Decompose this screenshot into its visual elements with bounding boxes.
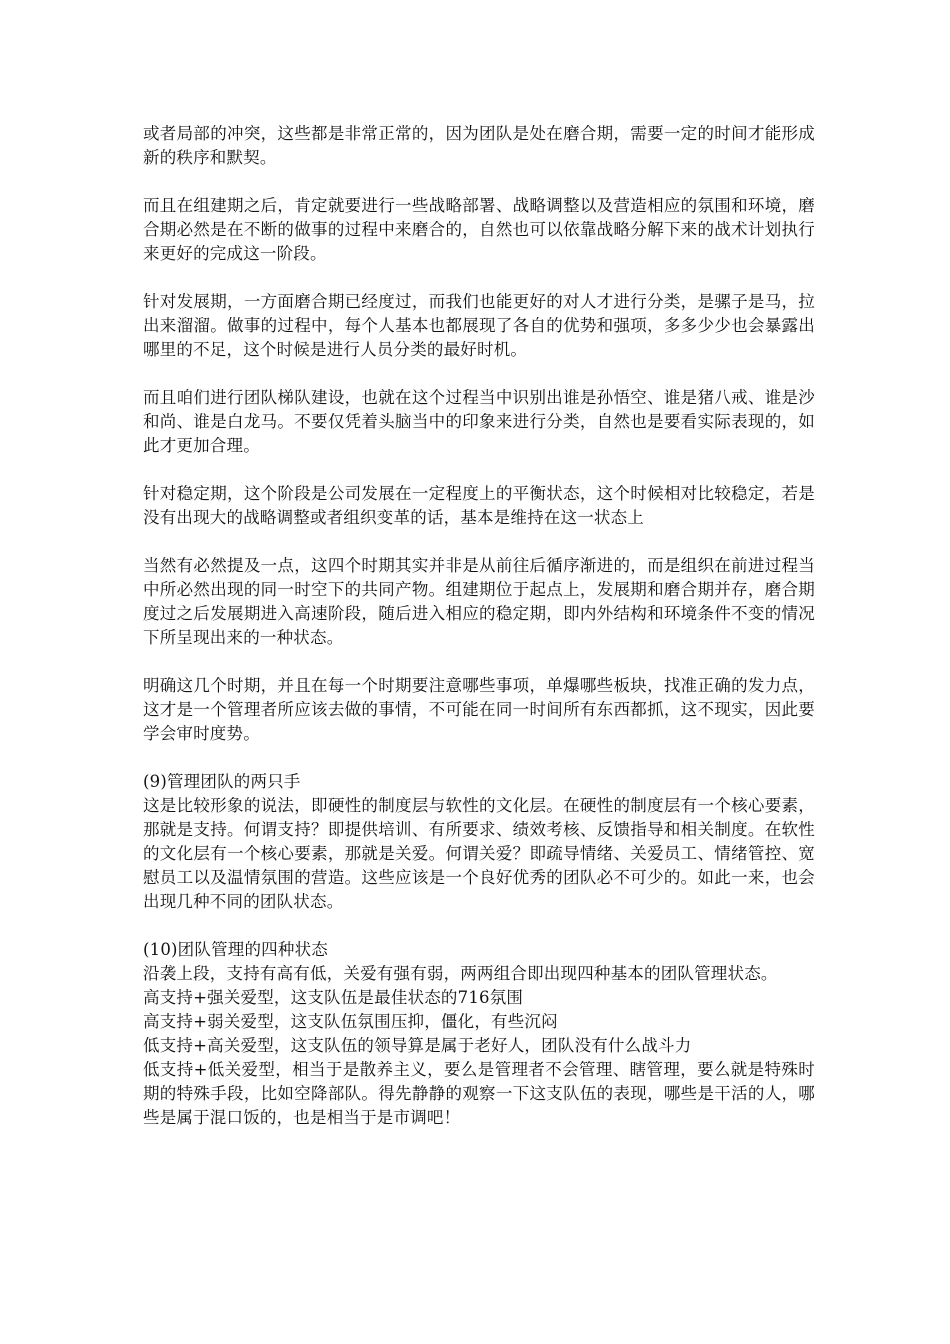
list-item: 高支持+强关爱型，这支队伍是最佳状态的716氛围: [143, 988, 524, 1007]
paragraph-stable: 针对稳定期，这个阶段是公司发展在一定程度上的平衡状态，这个时候相对比较稳定，若是没有出现大的战略调整或者组织变革的话，基本是维持在这一状态上: [143, 484, 815, 527]
list-item: 高支持+弱关爱型，这支队伍氛围压抑，僵化，有些沉闷: [143, 1012, 558, 1031]
section-two-hands: [143, 770, 815, 914]
paragraph-four-periods: 当然有必然提及一点，这四个时期其实并非是从前往后循序渐进的，而是组织在前进过程当中所必然出现的同一时空下的共同产物。组建期位于起点上，发展期和磨合期并存，磨合期度过之后发展期进入高速阶段，随后进入相应的稳定期，即内外结构和环境条件不变的情况下所呈现出来的一种状态。: [143, 556, 815, 647]
section-intro: 沿袭上段，支持有高有低，关爱有强有弱，两两组合即出现四种基本的团队管理状态。: [143, 964, 778, 983]
section-heading: (10)团队管理的四种状态: [143, 940, 328, 959]
section-four-states: [143, 938, 815, 1130]
list-item: 低支持+高关爱型，这支队伍的领导算是属于老好人，团队没有什么战斗力: [143, 1036, 692, 1055]
section-body: 这是比较形象的说法，即硬性的制度层与软性的文化层。在硬性的制度层有一个核心要素，那就是支持。何谓支持？即提供培训、有所要求、绩效考核、反馈指导和相关制度。在软性的文化层有一个核心要素，那就是关爱。何谓关爱？即疏导情绪、关爱员工、情绪管控、宽慰员工以及温情氛围的营造。这些应该是一个良好优秀的团队必不可少的。如此一来，也会出现几种不同的团队状态。: [143, 796, 815, 911]
paragraph-timing: 明确这几个时期，并且在每一个时期要注意哪些事项，单爆哪些板块，找准正确的发力点，这才是一个管理者所应该去做的事情，不可能在同一时间所有东西都抓，这不现实，因此要学会审时度势。: [143, 676, 815, 743]
paragraph-development: 针对发展期，一方面磨合期已经度过，而我们也能更好的对人才进行分类，是骡子是马，拉出来溜溜。做事的过程中，每个人基本也都展现了各自的优势和强项，多多少少也会暴露出哪里的不足，这个时候是进行人员分类的最好时机。: [143, 292, 815, 359]
section-heading: (9)管理团队的两只手: [143, 772, 301, 791]
paragraph-conflict: 或者局部的冲突，这些都是非常正常的，因为团队是处在磨合期，需要一定的时间才能形成新的秩序和默契。: [143, 124, 815, 167]
paragraph-after-formation: 而且在组建期之后，肯定就要进行一些战略部署、战略调整以及营造相应的氛围和环境，磨合期必然是在不断的做事的过程中来磨合的，自然也可以依靠战略分解下来的战术计划执行来更好的完成这一阶段。: [143, 196, 815, 263]
paragraph-echelon: 而且咱们进行团队梯队建设，也就在这个过程当中识别出谁是孙悟空、谁是猪八戒、谁是沙和尚、谁是白龙马。不要仅凭着头脑当中的印象来进行分类，自然也是要看实际表现的，如此才更加合理。: [143, 388, 815, 455]
list-item: 低支持+低关爱型，相当于是散养主义，要么是管理者不会管理、瞎管理，要么就是特殊时期的特殊手段，比如空降部队。得先静静的观察一下这支队伍的表现，哪些是干活的人，哪些是属于混口饭的，也是相当于是市调吧！: [143, 1060, 815, 1127]
document-page: [143, 122, 815, 1154]
